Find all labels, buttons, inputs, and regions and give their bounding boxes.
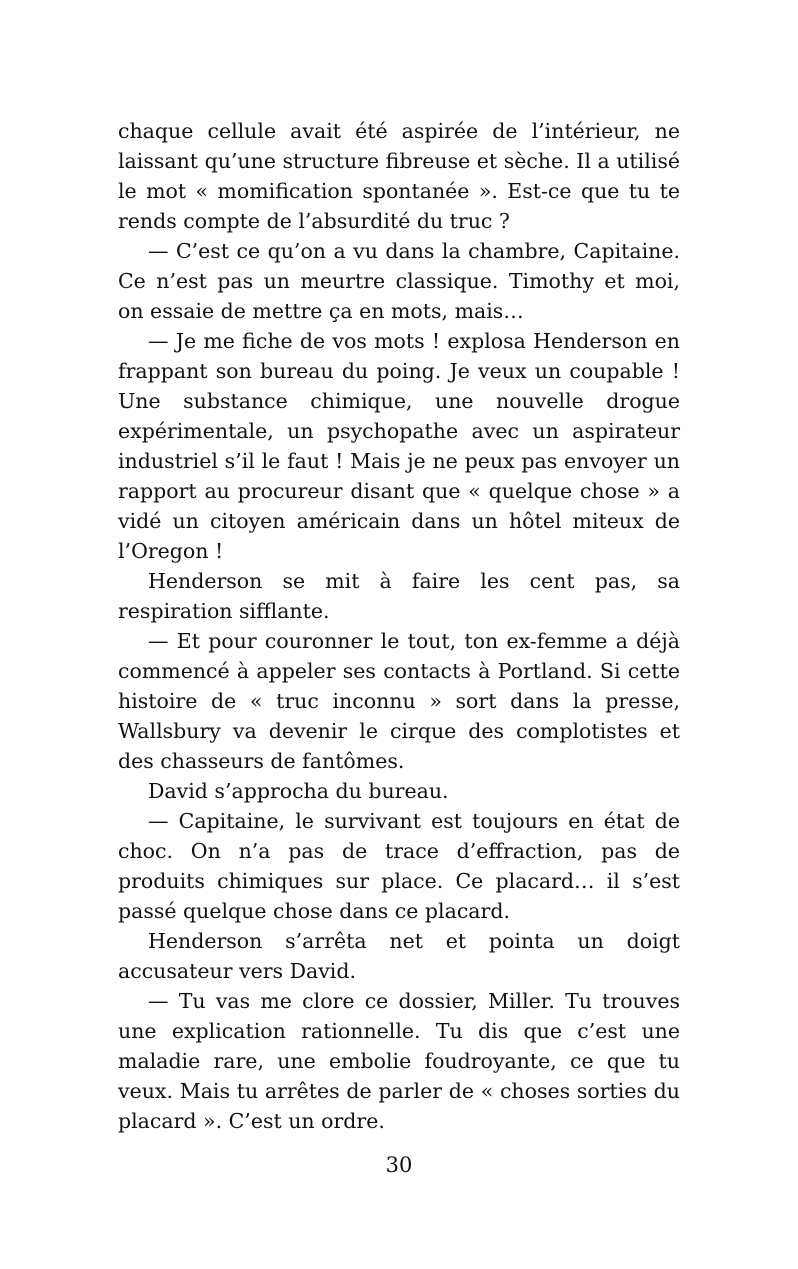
- paragraph-dialogue: — Tu vas me clore ce dossier, Miller. Tu trouves une explication rationnelle. Tu dis que c’est une maladie rare, une embolie foudroyante, ce que tu veux. Mais tu arrêtes de parler de « choses sorties du placard ». C’est un ordre.: [118, 989, 680, 1133]
- paragraph-continuation: chaque cellule avait été aspirée de l’intérieur, ne laissant qu’une structure fibreuse et sèche. Il a utilisé le mot « momification spontanée ». Est-ce que tu te rends compte de l’absurdité du truc ?: [118, 119, 680, 233]
- paragraph-dialogue: — C’est ce qu’on a vu dans la chambre, Capitaine. Ce n’est pas un meurtre classique. Timothy et moi, on essaie de mettre ça en mots, mais…: [118, 239, 680, 323]
- page-number: 30: [385, 1153, 413, 1177]
- paragraph-dialogue: — Je me fiche de vos mots ! explosa Henderson en frappant son bureau du poing. Je veux un coupable ! Une substance chimique, une nouvelle drogue expérimentale, un psychopathe avec un aspirateur industriel s’il le faut ! Mais je ne peux pas envoyer un rapport au procureur disant que « quelque chose » a vidé un citoyen américain dans un hôtel miteux de l’Oregon !: [118, 329, 680, 563]
- paragraph-narration: Henderson se mit à faire les cent pas, sa respiration sifflante.: [118, 569, 680, 623]
- paragraph-narration: David s’approcha du bureau.: [148, 779, 449, 803]
- paragraph-narration: Henderson s’arrêta net et pointa un doigt accusateur vers David.: [118, 929, 680, 983]
- body-text: [118, 116, 680, 1136]
- paragraph-dialogue: — Et pour couronner le tout, ton ex-femme a déjà commencé à appeler ses contacts à Portland. Si cette histoire de « truc inconnu » sort dans la presse, Wallsbury va devenir le cirque des complotistes et des chasseurs de fantômes.: [118, 629, 680, 773]
- paragraph-dialogue: — Capitaine, le survivant est toujours en état de choc. On n’a pas de trace d’effraction, pas de produits chimiques sur place. Ce placard… il s’est passé quelque chose dans ce placard.: [118, 809, 680, 923]
